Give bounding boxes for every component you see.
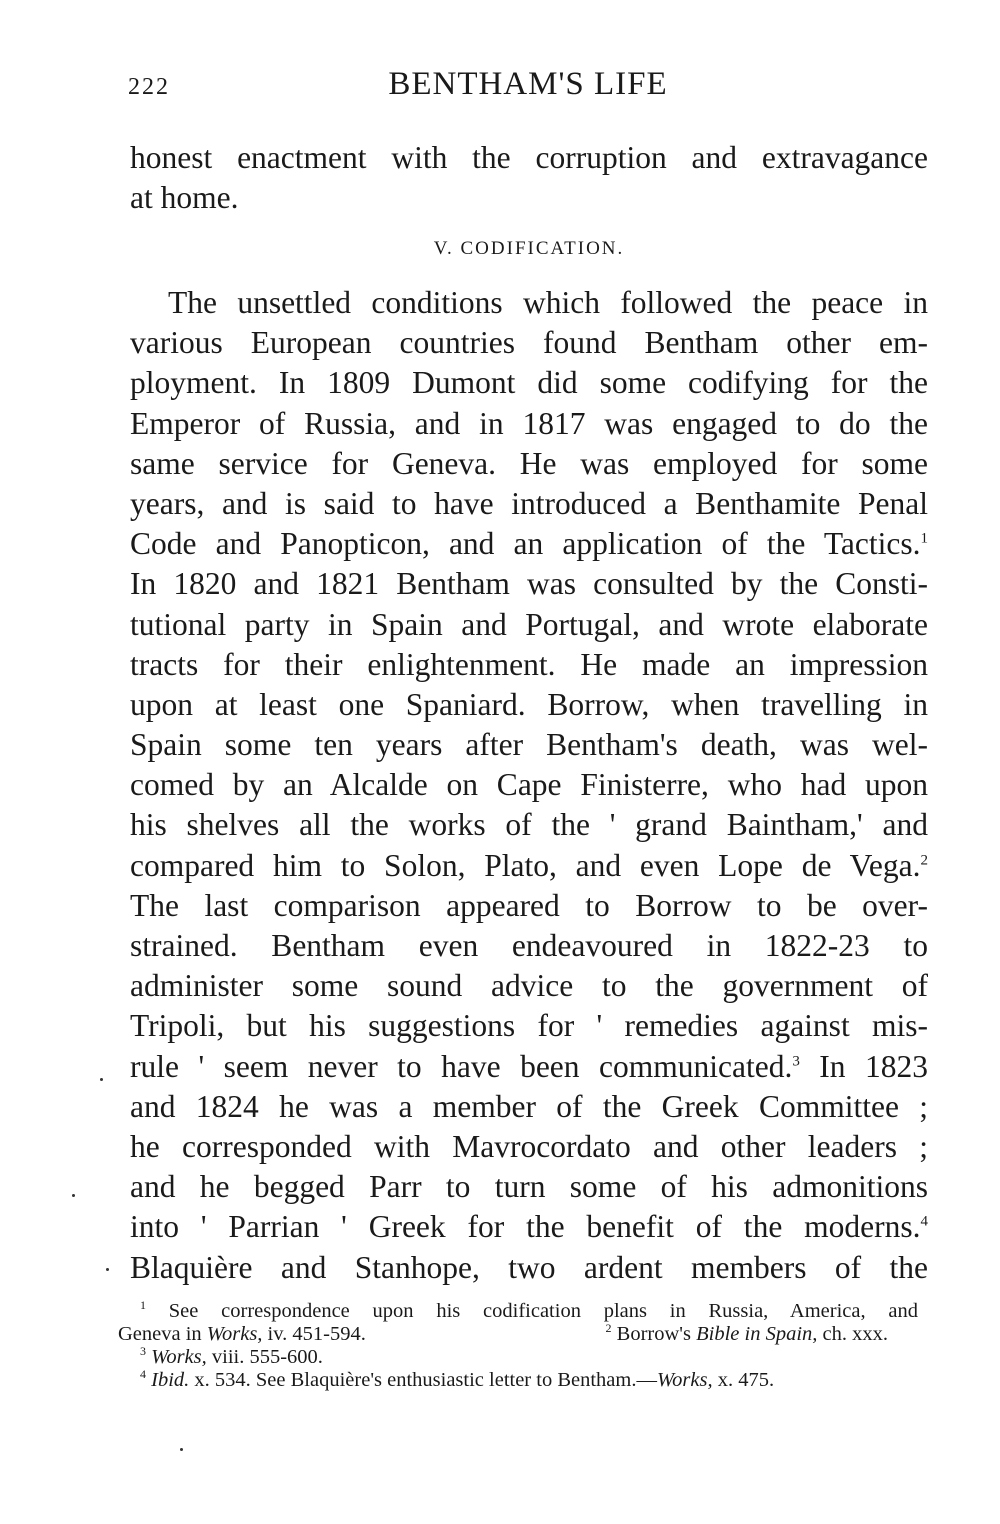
footnote-2-reference: ch. xxx. [822,1323,888,1345]
line-text: into ' Parrian ' Greek for the benefit of the moderns. [130,1209,921,1245]
text-line: The last comparison appeared to Borrow to be over- [130,887,928,923]
text-line-with-note [130,524,928,564]
text-line: administer some sound advice to the government of [130,968,928,1004]
footnote-1-marker: 1 [140,1298,146,1313]
footnote-2 [606,1323,888,1346]
line-tail: In 1823 [819,1048,929,1084]
footnote-1-text: See correspondence upon his codification plans in Russia, America, and [168,1300,919,1322]
footnote-1-line-1 [118,1300,918,1323]
line-text: Code and Panopticon, and an application of the Tactics. [130,526,921,562]
text-line: ployment. In 1809 Dumont did some codifying for the [130,365,928,401]
footnote-3-work-title: Works, [151,1346,207,1368]
scan-speck [180,1448,183,1451]
footnote-marker-2[interactable]: 2 [920,852,928,869]
footnote-1-continuation [118,1323,366,1346]
text-line: Emperor of Russia, and in 1817 was engaged to do the [130,405,928,441]
footnote-2-work-title: Bible in Spain, [696,1323,818,1345]
text-line-with-note [130,1207,928,1247]
text-line: his shelves all the works of the ' grand Baintham,' and [130,807,928,843]
footnote-marker-3[interactable]: 3 [792,1053,800,1070]
footnote-marker-1[interactable]: 1 [920,530,928,547]
footnote-4 [118,1369,918,1392]
section-heading: V. CODIFICATION. [433,238,625,259]
text-line: Tripoli, but his suggestions for ' remedies against mis- [130,1008,928,1044]
text-line: at home. [130,180,239,216]
text-line: The unsettled conditions which followed the peace in [168,285,928,320]
text-line: honest enactment with the corruption and extravagance [130,140,928,175]
text-line: In 1820 and 1821 Bentham was consulted by the Consti- [130,566,928,602]
footnote-4-work-title: Works, [656,1369,713,1391]
text-line: comed by an Alcalde on Cape Finisterre, who had upon [130,767,928,803]
text-line: and 1824 he was a member of the Greek Committee ; [130,1088,928,1124]
text-line: and he begged Parr to turn some of his admonitions [130,1169,928,1205]
footnote-1-line-2 [118,1323,918,1346]
footnote-1-work-title: Works, [206,1323,263,1345]
footnote-3 [118,1346,918,1369]
text-line: tutional party in Spain and Portugal, and wrote elaborate [130,606,928,642]
scan-speck [100,1078,103,1081]
footnote-1-prefix: Geneva in [118,1323,202,1345]
text-line: upon at least one Spaniard. Borrow, when travelling in [130,686,928,722]
line-text: compared him to Solon, Plato, and even Lope de Vega. [130,847,921,883]
footnote-4-reference: x. 475. [717,1369,775,1391]
footnote-3-marker: 3 [140,1344,146,1359]
footnotes [118,1300,918,1392]
text-line: years, and is said to have introduced a Benthamite Penal [130,485,928,521]
footnote-4-marker: 4 [140,1367,146,1382]
footnote-4-ibid: Ibid. [151,1369,190,1391]
text-line-with-note [130,1047,928,1087]
footnote-2-author: Borrow's [616,1323,691,1345]
body-paragraph [130,283,928,1288]
footnote-3-reference: viii. 555-600. [211,1346,323,1368]
line-text: rule ' seem never to have been communicated. [130,1048,793,1084]
footnote-marker-4[interactable]: 4 [920,1213,928,1230]
text-line-with-note [130,846,928,886]
text-line: Blaquière and Stanhope, two ardent members of the [130,1249,928,1285]
continuation-text [130,138,928,218]
scan-speck [106,1268,109,1271]
running-head [128,66,928,110]
scan-speck [72,1194,75,1197]
text-line: strained. Bentham even endeavoured in 1822-23 to [130,928,928,963]
text-line: various European countries found Bentham other em- [130,325,928,361]
footnote-4-text: x. 534. See Blaquière's enthusiastic letter to Bentham.— [194,1369,657,1391]
page-number: 222 [128,74,170,100]
footnote-1-reference: iv. 451-594. [267,1323,366,1345]
running-title: BENTHAM'S LIFE [388,66,668,102]
text-line: he corresponded with Mavrocordato and other leaders ; [130,1128,928,1164]
footnote-2-marker: 2 [605,1321,612,1336]
text-line: same service for Geneva. He was employed for some [130,445,928,481]
text-line: tracts for their enlightenment. He made an impression [130,646,928,682]
text-line: Spain some ten years after Bentham's death, was wel- [130,727,928,763]
